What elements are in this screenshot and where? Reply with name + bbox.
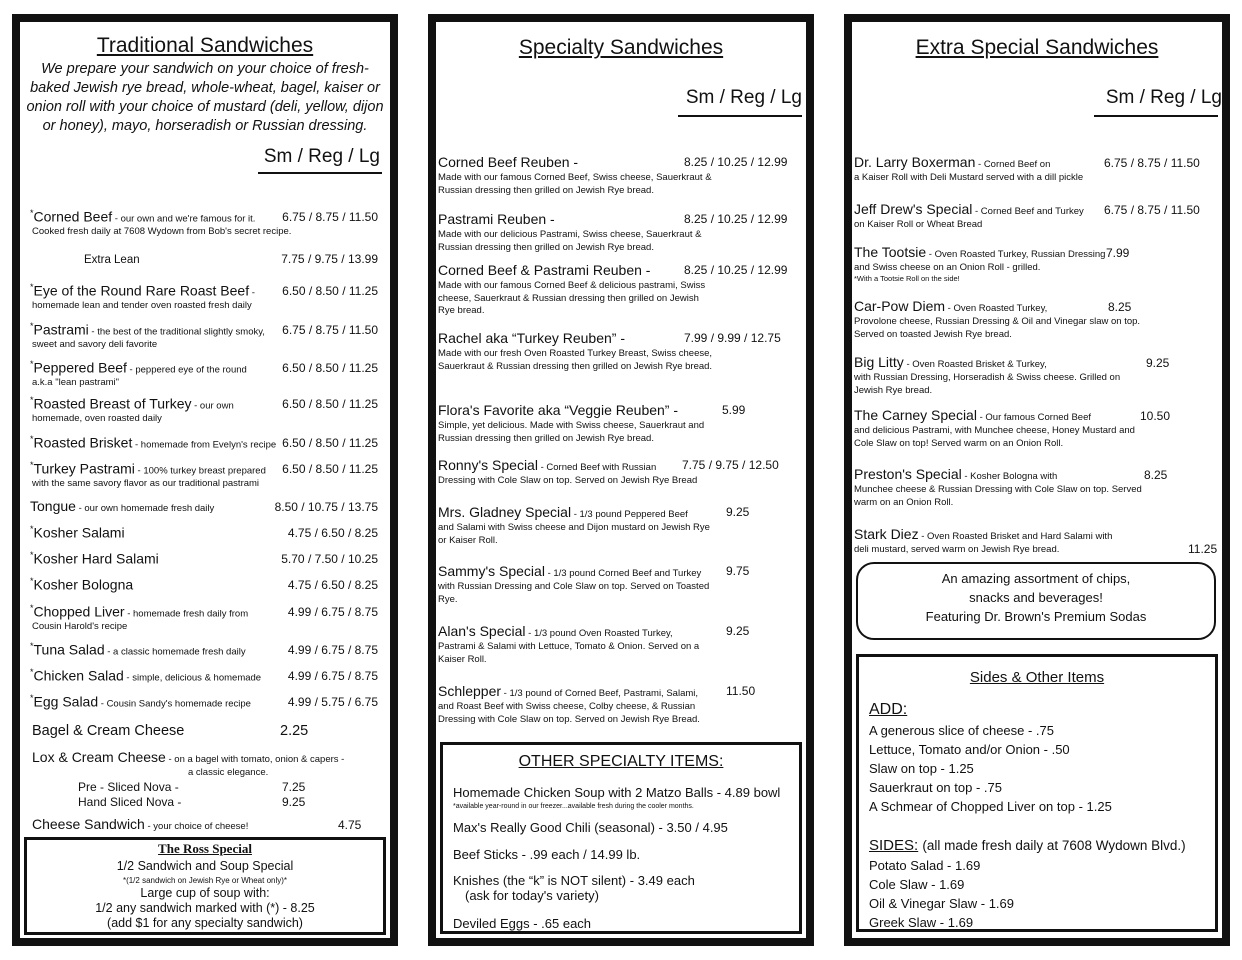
specialty-item-price: 11.50 bbox=[726, 684, 756, 698]
menu-item-desc: - our own and we're famous for it. bbox=[112, 213, 256, 225]
sides-label: SIDES: bbox=[869, 837, 919, 854]
extra-item-price: 9.25 bbox=[1146, 356, 1170, 370]
eligible-star-marker: * bbox=[30, 282, 34, 292]
extra-item-desc: and Swiss cheese on an Onion Roll - grilled. bbox=[854, 262, 1041, 273]
menu-item-price: 4.75 / 6.50 / 8.25 bbox=[287, 578, 378, 592]
menu-item-name: Tongue bbox=[30, 498, 76, 514]
sides-box bbox=[856, 654, 1218, 932]
sides-header bbox=[869, 837, 1186, 854]
hand-sliced-price: 9.25 bbox=[282, 795, 306, 809]
add-item: A generous slice of cheese - .75 bbox=[869, 723, 1055, 738]
extra-item-line bbox=[854, 466, 1057, 482]
menu-item-name: Peppered Beef bbox=[33, 359, 127, 376]
menu-item-name: Chicken Salad bbox=[33, 667, 124, 684]
lox-desc: - on a bagel with tomato, onion & capers - bbox=[165, 754, 345, 765]
eligible-star-marker: * bbox=[30, 550, 34, 560]
specialty-sizes-underline bbox=[678, 115, 802, 117]
specialty-item-price: 9.25 bbox=[726, 624, 750, 638]
specialty-item-line bbox=[438, 623, 673, 639]
cheese-name: Cheese Sandwich bbox=[32, 816, 145, 832]
extra-item-extra: - Kosher Bologna with bbox=[961, 471, 1058, 482]
specialty-item-extra: - 1/3 pound Corned Beef and Turkey bbox=[544, 568, 702, 579]
extra-item-price: 8.25 bbox=[1144, 468, 1168, 482]
specialty-item-price: 9.25 bbox=[726, 505, 750, 519]
extra-item-line bbox=[854, 407, 1091, 423]
promo-line1: An amazing assortment of chips, bbox=[941, 571, 1131, 586]
eligible-star-marker: * bbox=[30, 359, 34, 369]
promo-line2: snacks and beverages! bbox=[969, 590, 1103, 605]
menu-item-line bbox=[30, 603, 248, 620]
specialty-item-desc: Dressing with Cole Slaw on top. Served on Jewish Rye Bread bbox=[438, 475, 698, 486]
specialty-item-name: Mrs. Gladney Special bbox=[438, 504, 572, 520]
extra-item-line bbox=[854, 201, 1084, 217]
extra-item-name: Car-Pow Diem bbox=[854, 298, 946, 314]
cheese-desc: - your choice of cheese! bbox=[144, 821, 249, 832]
specialty-item-line bbox=[438, 154, 578, 170]
menu-item-desc2: Cousin Harold's recipe bbox=[32, 621, 128, 632]
lox-name: Lox & Cream Cheese bbox=[32, 749, 166, 765]
eligible-star-marker: * bbox=[30, 434, 34, 444]
extra-item-line bbox=[854, 154, 1050, 170]
specialty-item-line bbox=[438, 457, 656, 473]
extra-item-extra: - Oven Roasted Turkey, Russian Dressing bbox=[926, 249, 1106, 260]
specialty-item-price: 8.25 / 10.25 / 12.99 bbox=[684, 263, 788, 277]
menu-item-line bbox=[30, 359, 247, 376]
specialty-item-desc: and Salami with Swiss cheese and Dijon mustard on Jewish Rye or Kaiser Roll. bbox=[438, 522, 710, 546]
specialty-item-name: Sammy's Special bbox=[438, 563, 545, 579]
menu-item-price: 6.75 / 8.75 / 11.50 bbox=[282, 323, 378, 337]
specialty-item-extra: - 1/3 pound Peppered Beef bbox=[571, 509, 688, 520]
specialty-item-desc: Simple, yet delicious. Made with Swiss cheese, Sauerkraut and Russian dressing then grilled on Jewish Rye bread. bbox=[438, 420, 705, 444]
menu-item-price: 6.50 / 8.50 / 11.25 bbox=[282, 436, 378, 450]
menu-item-price: 5.70 / 7.50 / 10.25 bbox=[281, 552, 378, 566]
chili: Max's Really Good Chili (seasonal) - 3.50 / 4.95 bbox=[453, 820, 728, 835]
eligible-star-marker: * bbox=[30, 576, 34, 586]
cheese-line bbox=[32, 816, 248, 832]
traditional-intro: We prepare your sandwich on your choice of fresh-baked Jewish rye bread, whole-wheat, bagel, kaiser or onion roll with your choice of mustard (deli, yellow, dijon or honey), mayo, horseradish or Russian dressing. bbox=[26, 61, 384, 134]
menu-item-price: 7.75 / 9.75 / 13.99 bbox=[281, 252, 378, 266]
eligible-star-marker: * bbox=[30, 321, 34, 331]
menu-item-desc: - the best of the traditional slightly smoky, bbox=[88, 326, 265, 338]
menu-item-desc: - 100% turkey breast prepared bbox=[134, 465, 266, 477]
extra-item-desc: with Russian Dressing, Horseradish & Swiss cheese. Grilled on Jewish Rye bread. bbox=[854, 372, 1121, 396]
menu-item-desc: - homemade from Evelyn's recipe bbox=[132, 439, 277, 451]
extra-item-extra: - Our famous Corned Beef bbox=[976, 412, 1092, 423]
extra-sizes-underline bbox=[1094, 115, 1218, 117]
add-label: ADD: bbox=[869, 701, 908, 718]
specialty-item-name: Alan's Special bbox=[438, 623, 526, 639]
menu-item-price: 4.99 / 6.75 / 8.75 bbox=[287, 643, 378, 657]
menu-item-name: Eye of the Round Rare Roast Beef bbox=[33, 282, 250, 299]
specialty-item-extra: - Corned Beef with Russian bbox=[537, 462, 657, 473]
eligible-star-marker: * bbox=[30, 395, 34, 405]
eligible-star-marker: * bbox=[30, 693, 34, 703]
lox-desc2: a classic elegance. bbox=[188, 767, 269, 778]
menu-item-line bbox=[84, 250, 140, 266]
extra-item-name: The Carney Special bbox=[854, 407, 977, 423]
menu-item-desc2: homemade lean and tender oven roasted fresh daily bbox=[32, 300, 252, 311]
traditional-sizes-header: Sm / Reg / Lg bbox=[263, 146, 380, 167]
menu-item-price: 6.50 / 8.50 / 11.25 bbox=[282, 397, 378, 411]
menu-item-name: Chopped Liver bbox=[33, 603, 125, 620]
menu-item-name: Kosher Salami bbox=[33, 524, 125, 541]
extra-item-extra: - Oven Roasted Brisket and Hard Salami with bbox=[918, 531, 1113, 542]
pre-sliced-label: Pre - Sliced Nova - bbox=[78, 780, 179, 794]
menu-item-desc2: homemade, oven roasted daily bbox=[32, 413, 162, 424]
specialty-item-price: 9.75 bbox=[726, 564, 750, 578]
side-item: Potato Salad - 1.69 bbox=[869, 858, 981, 873]
menu-item-line bbox=[30, 395, 234, 412]
traditional-panel bbox=[12, 14, 398, 946]
menu-item-price: 4.99 / 6.75 / 8.75 bbox=[287, 605, 378, 619]
specialty-item-name: Corned Beef Reuben - bbox=[438, 154, 579, 170]
sizes-underline bbox=[258, 172, 382, 174]
extra-sizes-header: Sm / Reg / Lg bbox=[1105, 87, 1222, 108]
knishes: Knishes (the “k” is NOT silent) - 3.49 each bbox=[453, 873, 695, 888]
specialty-sizes-header: Sm / Reg / Lg bbox=[685, 87, 802, 108]
menu-item-line bbox=[30, 693, 251, 710]
specialty-item-line bbox=[438, 402, 678, 418]
eligible-star-marker: * bbox=[30, 667, 34, 677]
extra-item-price: 10.50 bbox=[1140, 409, 1171, 423]
specialty-item-desc: Made with our famous Corned Beef & delicious pastrami, Swiss cheese, Sauerkraut & Russian dressing then grilled on Jewish Rye bread. bbox=[438, 280, 706, 316]
extra-item-extra: - Oven Roasted Turkey, bbox=[945, 303, 1048, 314]
specialty-item-price: 7.99 / 9.99 / 12.75 bbox=[684, 331, 781, 345]
menu-item-desc: - our own bbox=[191, 400, 234, 412]
menu-item-price: 6.75 / 8.75 / 11.50 bbox=[282, 210, 378, 224]
sides-title: Sides & Other Items bbox=[969, 669, 1105, 686]
specialty-item-name: Corned Beef & Pastrami Reuben - bbox=[438, 262, 651, 278]
menu-item-line bbox=[30, 208, 255, 225]
menu-item-line bbox=[30, 282, 255, 299]
extra-item-price: 6.75 / 8.75 / 11.50 bbox=[1104, 203, 1200, 217]
add-item: Sauerkraut on top - .75 bbox=[869, 780, 1002, 795]
menu-item-name: Tuna Salad bbox=[33, 641, 105, 658]
menu-item-name: Kosher Hard Salami bbox=[33, 550, 159, 567]
beef-sticks: Beef Sticks - .99 each / 14.99 lb. bbox=[453, 847, 641, 862]
specialty-title: Specialty Sandwiches bbox=[518, 36, 724, 59]
add-item: Slaw on top - 1.25 bbox=[869, 761, 974, 776]
specialty-item-line bbox=[438, 504, 688, 520]
side-item: Oil & Vinegar Slaw - 1.69 bbox=[869, 896, 1014, 911]
side-item: Greek Slaw - 1.69 bbox=[869, 915, 974, 930]
extra-item-price: 11.25 bbox=[1188, 542, 1218, 556]
specialty-item-price: 5.99 bbox=[722, 403, 746, 417]
menu-item-price: 4.75 / 6.50 / 8.25 bbox=[287, 526, 378, 540]
eligible-star-marker: * bbox=[30, 460, 34, 470]
pre-sliced-price: 7.25 bbox=[282, 780, 306, 794]
extra-item-name: Dr. Larry Boxerman bbox=[854, 154, 976, 170]
menu-item-desc: - our own homemade fresh daily bbox=[75, 503, 215, 514]
extra-item-note: *With a Tootsie Roll on the side! bbox=[854, 274, 960, 283]
specialty-item-price: 8.25 / 10.25 / 12.99 bbox=[684, 212, 788, 226]
specialty-item-line bbox=[438, 262, 650, 278]
extra-item-name: Big Litty bbox=[854, 354, 904, 370]
menu-item-price: 6.50 / 8.50 / 11.25 bbox=[282, 284, 378, 298]
extra-item-name: Stark Diez bbox=[854, 526, 919, 542]
sides-note: (all made fresh daily at 7608 Wydown Blvd.) bbox=[922, 838, 1186, 853]
extra-item-price: 7.99 bbox=[1106, 246, 1130, 260]
menu-item-line bbox=[30, 524, 125, 541]
menu-item-name: Extra Lean bbox=[84, 254, 140, 266]
specialty-item-name: Schlepper bbox=[438, 683, 502, 699]
menu-item-line bbox=[30, 460, 266, 477]
specialty-item-name: Flora's Favorite aka “Veggie Reuben” - bbox=[438, 402, 679, 418]
extra-item-price: 6.75 / 8.75 / 11.50 bbox=[1104, 156, 1200, 170]
menu-item-name: Pastrami bbox=[33, 321, 89, 338]
specialty-item-line bbox=[438, 211, 555, 227]
extra-item-line bbox=[854, 354, 1047, 370]
menu-item-desc2: a.k.a "lean pastrami" bbox=[32, 377, 120, 388]
lox-line bbox=[32, 749, 344, 765]
menu-item-name: Kosher Bologna bbox=[33, 576, 134, 593]
soup-note: *available year-round in our freezer...available fresh during the cooler months. bbox=[453, 803, 694, 810]
extra-item-name: Preston's Special bbox=[854, 466, 962, 482]
menu-item-desc: - Cousin Sandy's homemade recipe bbox=[98, 698, 251, 710]
deviled-eggs: Deviled Eggs - .65 each bbox=[453, 916, 592, 931]
add-item: A Schmear of Chopped Liver on top - 1.25 bbox=[869, 799, 1112, 814]
specialty-item-desc: with Russian Dressing and Cole Slaw on top. Served on Toasted Rye. bbox=[438, 581, 710, 605]
extra-item-extra: - Corned Beef on bbox=[975, 159, 1051, 170]
extra-item-name: The Tootsie bbox=[854, 244, 927, 260]
chicken-soup: Homemade Chicken Soup with 2 Matzo Balls - 4.89 bowl bbox=[453, 785, 781, 800]
extra-item-desc: Munchee cheese & Russian Dressing with Cole Slaw on top. Served warm on an Onion Roll. bbox=[854, 484, 1142, 508]
menu-item-desc2: sweet and savory deli favorite bbox=[32, 339, 158, 350]
menu-item-line bbox=[30, 550, 159, 567]
extra-item-line bbox=[854, 526, 1112, 542]
specialty-item-line bbox=[438, 330, 625, 346]
specialty-item-price: 7.75 / 9.75 / 12.50 bbox=[682, 458, 779, 472]
specialty-item-line bbox=[438, 563, 701, 579]
menu-item-price: 4.99 / 6.75 / 8.75 bbox=[287, 669, 378, 683]
menu-item-price: 6.50 / 8.50 / 11.25 bbox=[282, 462, 378, 476]
extra-item-desc: a Kaiser Roll with Deli Mustard served with a dill pickle bbox=[854, 172, 1084, 183]
extra-item-extra: - Oven Roasted Brisket & Turkey, bbox=[903, 359, 1047, 370]
specialty-item-price: 8.25 / 10.25 / 12.99 bbox=[684, 155, 788, 169]
menu-item-name: Turkey Pastrami bbox=[33, 460, 135, 477]
promo-box bbox=[856, 562, 1216, 640]
eligible-star-marker: * bbox=[30, 524, 34, 534]
menu-item-price: 6.50 / 8.50 / 11.25 bbox=[282, 361, 378, 375]
menu-item-name: Roasted Brisket bbox=[33, 434, 133, 451]
specialty-item-desc: Made with our famous Corned Beef, Swiss cheese, Sauerkraut & Russian dressing then grilled on Jewish Rye bread. bbox=[438, 172, 712, 196]
extra-item-line bbox=[854, 298, 1047, 314]
menu-item-name: Roasted Breast of Turkey bbox=[33, 395, 192, 412]
ross-line5: (add $1 for any specialty sandwich) bbox=[107, 916, 303, 930]
ross-line1: 1/2 Sandwich and Soup Special bbox=[116, 859, 294, 873]
eligible-star-marker: * bbox=[30, 208, 34, 218]
menu-item-price: 4.99 / 5.75 / 6.75 bbox=[287, 695, 378, 709]
menu-item-desc: - peppered eye of the round bbox=[126, 364, 247, 376]
ross-line3: Large cup of soup with: bbox=[140, 886, 270, 900]
extra-item-desc: deli mustard, served warm on Jewish Rye bread. bbox=[854, 544, 1060, 555]
knishes-note: (ask for today's variety) bbox=[465, 888, 599, 903]
menu-item-line bbox=[30, 434, 276, 451]
extra-item-desc: Provolone cheese, Russian Dressing & Oil and Vinegar slaw on top. Served on toasted Jewish Rye bread. bbox=[854, 316, 1141, 340]
extra-title: Extra Special Sandwiches bbox=[915, 36, 1159, 59]
other-specialty-box bbox=[440, 742, 802, 934]
menu-item-desc: - a classic homemade fresh daily bbox=[104, 646, 246, 658]
menu-item-name: Egg Salad bbox=[33, 693, 99, 710]
other-title: OTHER SPECIALTY ITEMS: bbox=[518, 753, 724, 770]
ross-line4: 1/2 any sandwich marked with (*) - 8.25 bbox=[95, 901, 315, 915]
specialty-item-desc: Made with our fresh Oven Roasted Turkey Breast, Swiss cheese, Sauerkraut & Russian dressing then grilled on Jewish Rye bread. bbox=[438, 348, 713, 372]
ross-title: The Ross Special bbox=[158, 841, 252, 856]
add-item: Lettuce, Tomato and/or Onion - .50 bbox=[869, 742, 1070, 757]
specialty-item-desc: Made with our delicious Pastrami, Swiss cheese, Sauerkraut & Russian dressing then grilled on Jewish Rye bread. bbox=[438, 229, 702, 253]
menu-item-desc2: Cooked fresh daily at 7608 Wydown from Bob's secret recipe. bbox=[32, 226, 292, 237]
ross-special-box bbox=[24, 837, 386, 935]
menu-item-line bbox=[30, 667, 261, 684]
traditional-title: Traditional Sandwiches bbox=[96, 34, 314, 57]
menu-item-desc: - simple, delicious & homemade bbox=[123, 672, 262, 684]
eligible-star-marker: * bbox=[30, 603, 34, 613]
ross-line2: *(1/2 sandwich on Jewish Rye or Wheat only)* bbox=[122, 876, 288, 885]
hand-sliced-label: Hand Sliced Nova - bbox=[78, 795, 182, 809]
specialty-item-name: Rachel aka “Turkey Reuben” - bbox=[438, 330, 626, 346]
menu-item-desc: - homemade fresh daily from bbox=[124, 608, 249, 620]
extra-item-price: 8.25 bbox=[1108, 300, 1132, 314]
menu-item-desc: - bbox=[249, 287, 255, 299]
extra-item-line bbox=[854, 244, 1105, 260]
menu-item-line bbox=[30, 576, 133, 593]
extra-item-name: Jeff Drew's Special bbox=[854, 201, 973, 217]
specialty-panel bbox=[428, 14, 814, 946]
bagel-price: 2.25 bbox=[280, 723, 309, 739]
specialty-item-desc: Pastrami & Salami with Lettuce, Tomato & Onion. Served on a Kaiser Roll. bbox=[438, 641, 700, 665]
specialty-item-desc: and Roast Beef with Swiss cheese, Colby cheese, & Russian Dressing with Cole Slaw on top. Served on Jewish Rye Bread. bbox=[438, 701, 700, 725]
menu-item-line bbox=[30, 321, 265, 338]
extra-panel bbox=[844, 14, 1230, 946]
promo-line3: Featuring Dr. Brown's Premium Sodas bbox=[925, 609, 1147, 624]
extra-item-desc: on Kaiser Roll or Wheat Bread bbox=[854, 219, 983, 230]
side-item: Cole Slaw - 1.69 bbox=[869, 877, 965, 892]
menu-item-desc2: with the same savory flavor as our traditional pastrami bbox=[32, 478, 260, 489]
extra-item-extra: - Corned Beef and Turkey bbox=[972, 206, 1084, 217]
menu-item-line bbox=[30, 641, 246, 658]
eligible-star-marker: * bbox=[30, 641, 34, 651]
specialty-item-name: Pastrami Reuben - bbox=[438, 211, 555, 227]
menu-item-line bbox=[30, 498, 214, 514]
menu-item-price: 8.50 / 10.75 / 13.75 bbox=[274, 500, 378, 514]
bagel-name: Bagel & Cream Cheese bbox=[32, 723, 185, 739]
specialty-item-extra: - 1/3 pound Oven Roasted Turkey, bbox=[525, 628, 673, 639]
menu-item-name: Corned Beef bbox=[33, 208, 113, 225]
specialty-item-line bbox=[438, 683, 698, 699]
specialty-item-extra: - 1/3 pound of Corned Beef, Pastrami, Salami, bbox=[501, 688, 699, 699]
cheese-price: 4.75 bbox=[338, 818, 362, 832]
extra-item-desc: and delicious Pastrami, with Munchee cheese, Honey Mustard and Cole Slaw on top! Served warm on an Onion Roll. bbox=[854, 425, 1135, 449]
specialty-item-name: Ronny's Special bbox=[438, 457, 538, 473]
